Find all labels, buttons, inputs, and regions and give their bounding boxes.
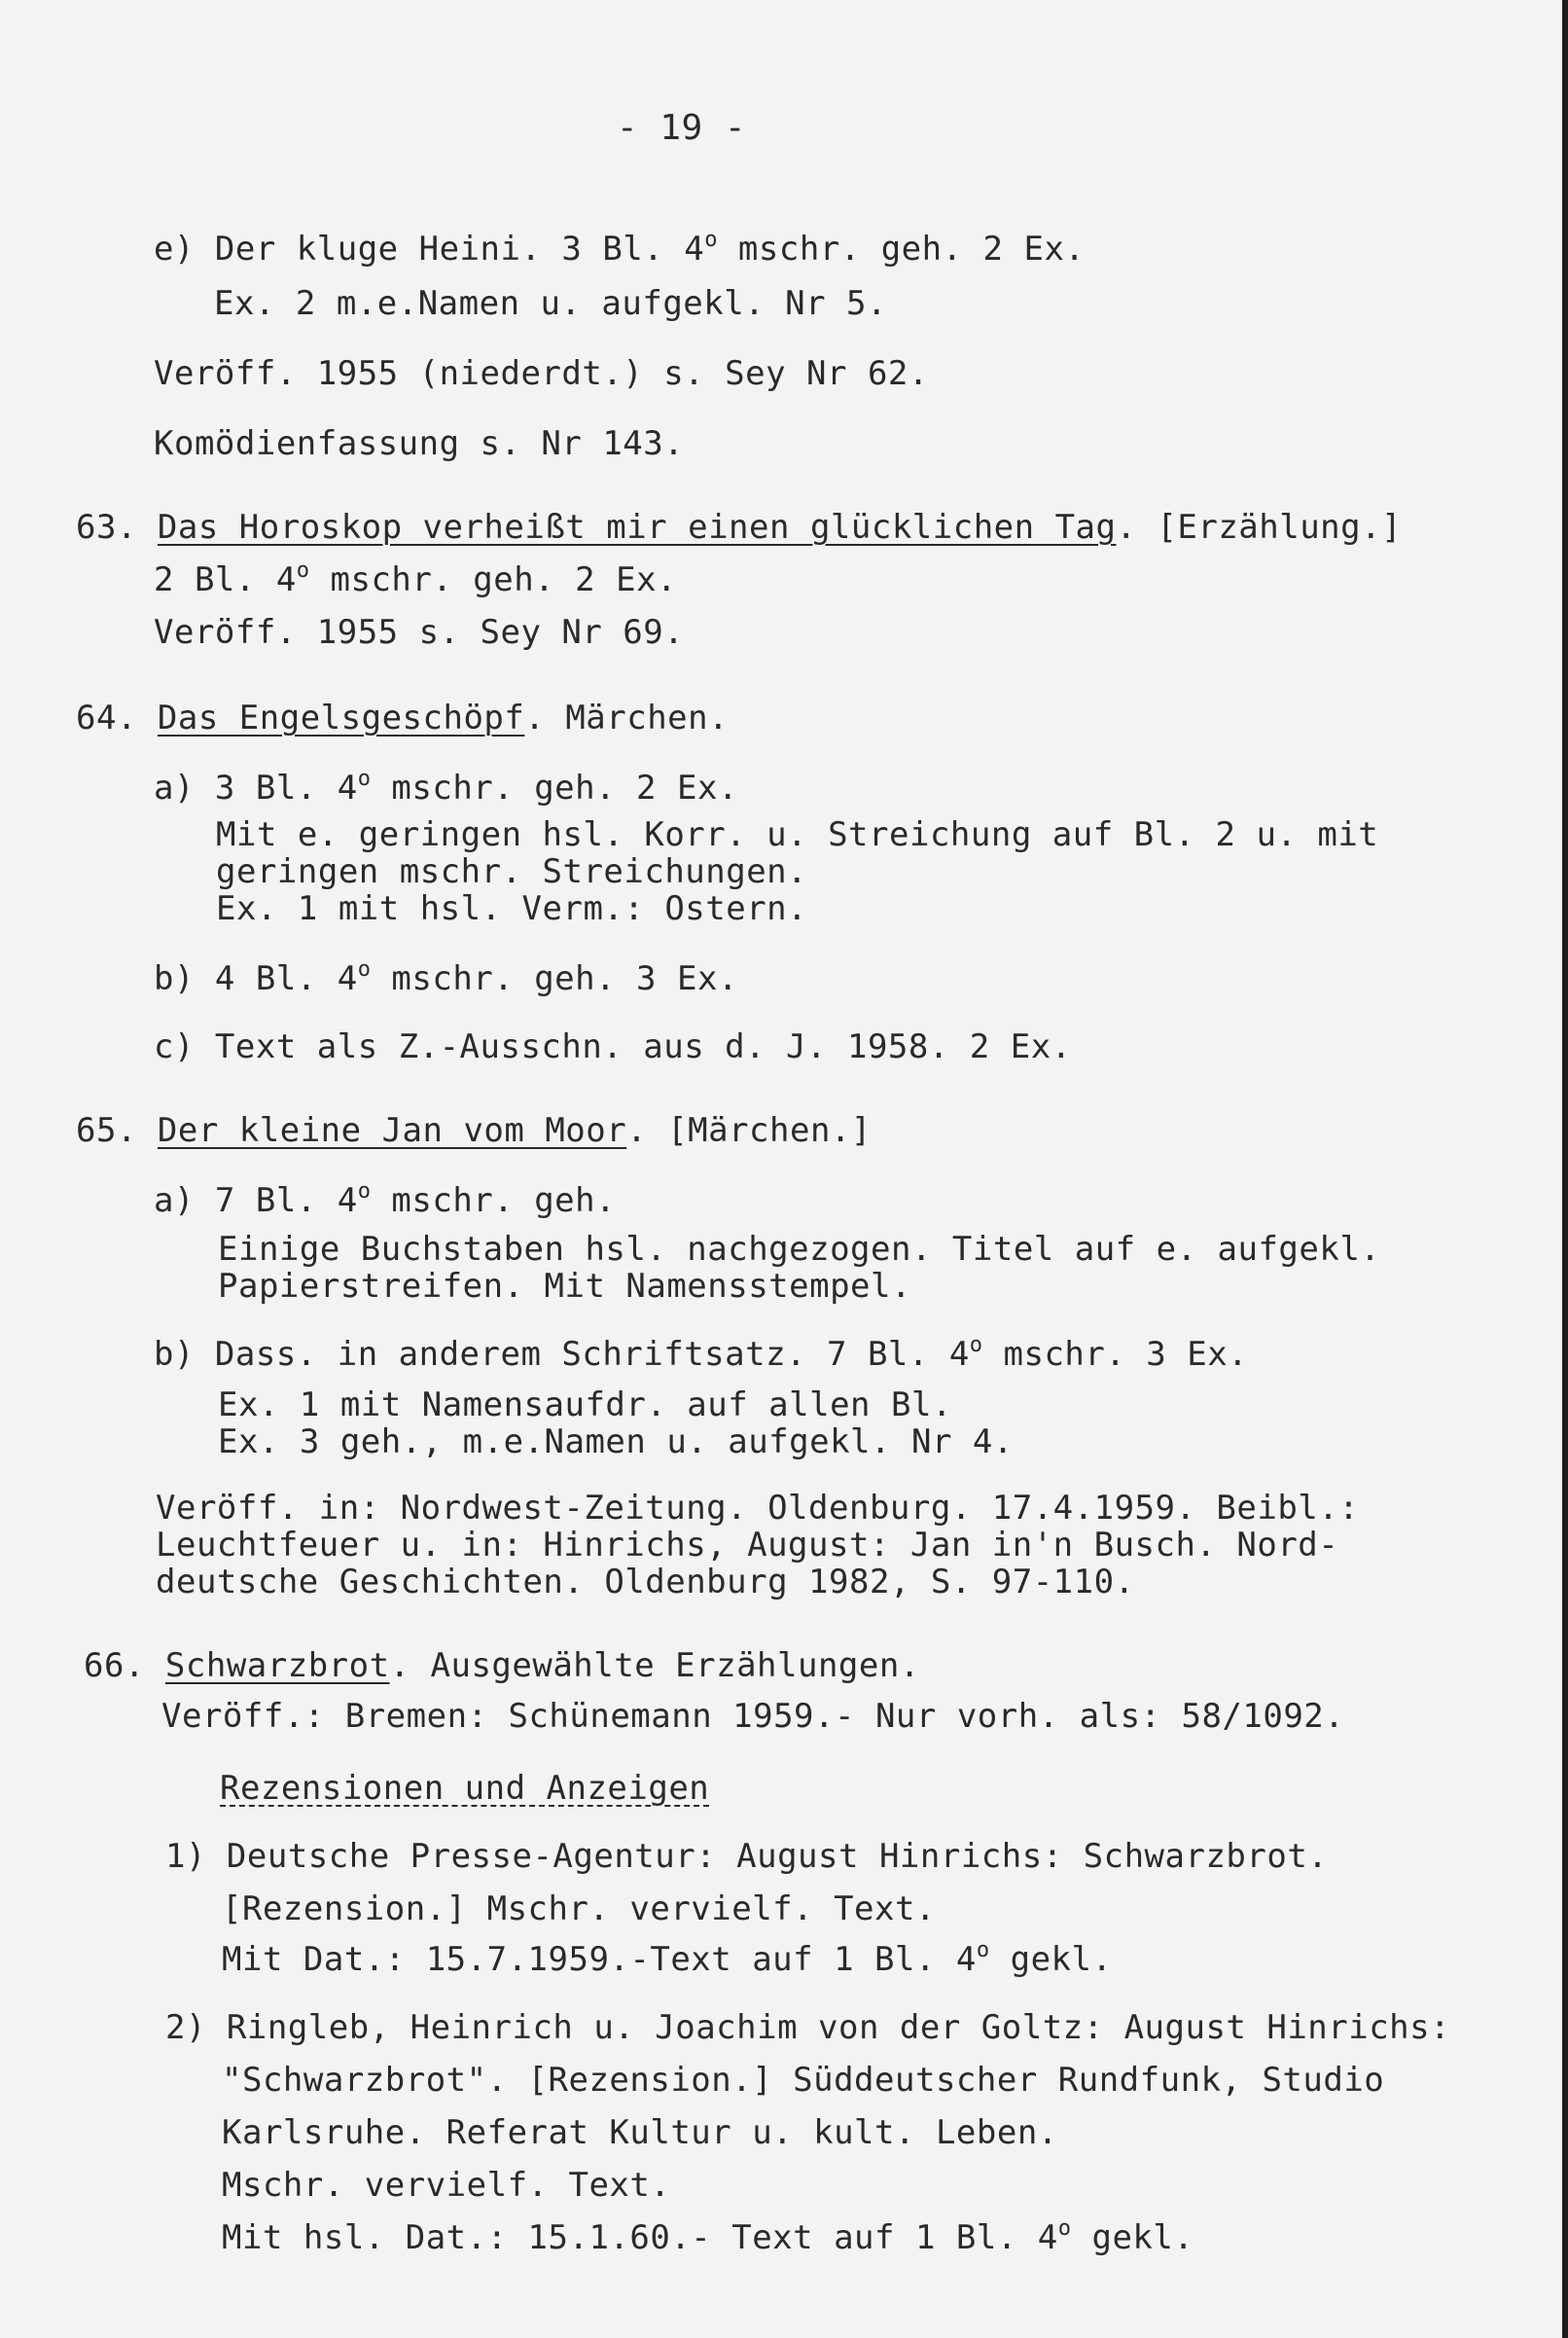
- entry-title: Schwarzbrot: [164, 1646, 390, 1685]
- reviews-heading: Rezensionen und Anzeigen: [220, 1769, 710, 1808]
- review-2-line-4: Mschr. vervielf. Text.: [222, 2166, 671, 2205]
- entry-64-a-note-1: Mit e. geringen hsl. Korr. u. Streichung auf Bl. 2 u. mit: [216, 815, 1379, 854]
- entry-62e-line-3: Veröff. 1955 (niederdt.) s. Sey Nr 62.: [154, 354, 929, 393]
- entry-65-a-note-1: Einige Buchstaben hsl. nachgezogen. Titel auf e. aufgekl.: [218, 1230, 1381, 1269]
- review-2-line-3: Karlsruhe. Referat Kultur u. kult. Leben.: [222, 2113, 1058, 2152]
- entry-64-heading: 64. Das Engelsgeschöpf. Märchen.: [76, 699, 730, 737]
- review-2-line-2: "Schwarzbrot". [Rezension.] Süddeutscher Rundfunk, Studio: [222, 2061, 1385, 2100]
- entry-65-b: b) Dass. in anderem Schriftsatz. 7 Bl. 4$^o$ mschr. 3 Ex.: [154, 1333, 1249, 1374]
- entry-title: Das Engelsgeschöpf: [157, 699, 525, 737]
- entry-66-heading: 66. Schwarzbrot. Ausgewählte Erzählungen.: [84, 1646, 920, 1685]
- review-1-line-3: Mit Dat.: 15.7.1959.-Text auf 1 Bl. 4$^o$ gekl.: [222, 1938, 1113, 1979]
- entry-65-heading: 65. Der kleine Jan vom Moor. [Märchen.]: [76, 1111, 872, 1150]
- page-number: - 19 -: [617, 108, 747, 148]
- entry-65-a: a) 7 Bl. 4$^o$ mschr. geh.: [154, 1179, 617, 1220]
- entry-65-a-note-2: Papierstreifen. Mit Namensstempel.: [218, 1267, 911, 1306]
- entry-64-a-note-3: Ex. 1 mit hsl. Verm.: Ostern.: [216, 889, 808, 928]
- review-1-line-1: 1) Deutsche Presse-Agentur: August Hinrichs: Schwarzbrot.: [165, 1837, 1329, 1876]
- entry-62e-line-2: Ex. 2 m.e.Namen u. aufgekl. Nr 5.: [214, 284, 888, 323]
- entry-63-line-3: Veröff. 1955 s. Sey Nr 69.: [154, 613, 685, 652]
- entry-number: 64.: [76, 699, 137, 737]
- review-1-line-2: [Rezension.] Mschr. vervielf. Text.: [222, 1889, 936, 1928]
- entry-title: Das Horoskop verheißt mir einen glücklichen Tag: [157, 508, 1117, 547]
- entry-title: Der kleine Jan vom Moor: [157, 1111, 627, 1150]
- entry-65-pub-3: deutsche Geschichten. Oldenburg 1982, S. 97-110.: [156, 1563, 1135, 1601]
- entry-number: 63.: [76, 508, 137, 547]
- entry-64-b: b) 4 Bl. 4$^o$ mschr. geh. 3 Ex.: [154, 957, 738, 998]
- entry-64-c: c) Text als Z.-Ausschn. aus d. J. 1958. 2 Ex.: [154, 1027, 1072, 1066]
- entry-64-a: a) 3 Bl. 4$^o$ mschr. geh. 2 Ex.: [154, 767, 738, 808]
- entry-63-line-2: 2 Bl. 4$^o$ mschr. geh. 2 Ex.: [154, 558, 678, 599]
- entry-number: 65.: [76, 1111, 137, 1150]
- review-2-line-5: Mit hsl. Dat.: 15.1.60.- Text auf 1 Bl. 4$^o$ gekl.: [222, 2216, 1194, 2257]
- entry-65-pub-2: Leuchtfeuer u. in: Hinrichs, August: Jan in'n Busch. Nord-: [156, 1526, 1339, 1565]
- entry-62e-line-4: Komödienfassung s. Nr 143.: [154, 424, 685, 463]
- entry-65-b-note-1: Ex. 1 mit Namensaufdr. auf allen Bl.: [218, 1385, 952, 1424]
- entry-62e-line-1: e) Der kluge Heini. 3 Bl. 4$^o$ mschr. geh. 2 Ex.: [154, 228, 1086, 269]
- review-2-line-1: 2) Ringleb, Heinrich u. Joachim von der Goltz: August Hinrichs:: [165, 2008, 1451, 2047]
- entry-65-pub-1: Veröff. in: Nordwest-Zeitung. Oldenburg. 17.4.1959. Beibl.:: [156, 1489, 1360, 1528]
- entry-64-a-note-2: geringen mschr. Streichungen.: [216, 852, 808, 891]
- entry-number: 66.: [84, 1646, 145, 1685]
- entry-63-heading: 63. Das Horoskop verheißt mir einen glücklichen Tag. [Erzählung.]: [76, 508, 1403, 547]
- entry-65-b-note-2: Ex. 3 geh., m.e.Namen u. aufgekl. Nr 4.: [218, 1422, 1014, 1461]
- entry-66-line-2: Veröff.: Bremen: Schünemann 1959.- Nur vorh. als: 58/1092.: [161, 1697, 1345, 1736]
